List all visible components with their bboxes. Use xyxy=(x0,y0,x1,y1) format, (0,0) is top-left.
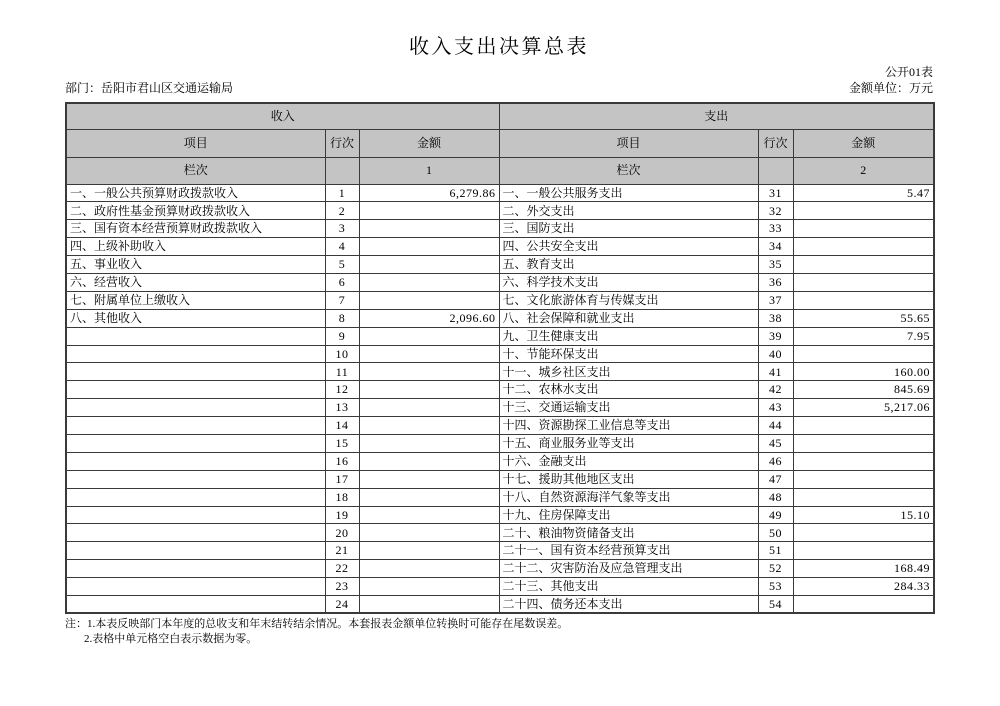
income-item-cell xyxy=(66,381,325,399)
expense-item-cell: 三、国防支出 xyxy=(499,220,758,238)
unit-label: 金额单位：万元 xyxy=(848,81,933,95)
expense-item-header: 项目 xyxy=(499,129,758,157)
table-row xyxy=(66,345,934,363)
income-item-cell xyxy=(66,470,325,488)
income-line-cell: 22 xyxy=(325,560,359,578)
table-row xyxy=(66,560,934,578)
expense-line-cell: 49 xyxy=(758,506,793,524)
income-item-cell xyxy=(66,595,325,613)
expense-item-cell: 六、科学技术支出 xyxy=(499,273,758,291)
income-item-cell xyxy=(66,488,325,506)
expense-item-cell: 十二、农林水支出 xyxy=(499,381,758,399)
income-item-cell xyxy=(66,434,325,452)
income-line-cell: 15 xyxy=(325,434,359,452)
income-item-cell xyxy=(66,560,325,578)
expense-item-cell: 七、文化旅游体育与传媒支出 xyxy=(499,291,758,309)
expense-line-cell: 44 xyxy=(758,417,793,435)
expense-item-cell: 八、社会保障和就业支出 xyxy=(499,309,758,327)
expense-amount-cell xyxy=(793,452,934,470)
income-item-cell xyxy=(66,578,325,596)
income-line-cell: 23 xyxy=(325,578,359,596)
footnote-1-text: 1.本表反映部门本年度的总收支和年末结转结余情况。本套报表金额单位转换时可能存在尾数误差。 xyxy=(87,618,569,631)
expense-amount-cell xyxy=(793,202,934,220)
income-item-header: 项目 xyxy=(66,129,325,157)
expense-line-cell: 36 xyxy=(758,273,793,291)
income-amount-cell xyxy=(359,273,499,291)
expense-amount-cell xyxy=(793,291,934,309)
income-line-cell: 24 xyxy=(325,595,359,613)
income-item-cell xyxy=(66,417,325,435)
expense-line-cell: 53 xyxy=(758,578,793,596)
income-amount-cell xyxy=(359,238,499,256)
table-row xyxy=(66,363,934,381)
income-amount-cell xyxy=(359,595,499,613)
expense-item-cell: 十三、交通运输支出 xyxy=(499,399,758,417)
income-item-cell xyxy=(66,345,325,363)
expense-line-cell: 50 xyxy=(758,524,793,542)
income-item-cell: 六、经营收入 xyxy=(66,273,325,291)
footnote-line-1 xyxy=(65,617,933,632)
expense-amount-cell xyxy=(793,434,934,452)
income-line-cell: 18 xyxy=(325,488,359,506)
table-row xyxy=(66,506,934,524)
income-line-cell: 19 xyxy=(325,506,359,524)
income-amount-header: 金额 xyxy=(359,129,499,157)
meta-row xyxy=(65,81,933,96)
income-item-cell: 二、政府性基金预算财政拨款收入 xyxy=(66,202,325,220)
table-row xyxy=(66,309,934,327)
expense-line-cell: 34 xyxy=(758,238,793,256)
expense-amount-cell xyxy=(793,417,934,435)
footnote-line-2: 2.表格中单元格空白表示数据为零。 xyxy=(84,633,258,646)
income-amount-cell xyxy=(359,417,499,435)
income-item-cell: 七、附属单位上缴收入 xyxy=(66,291,325,309)
expense-amount-cell xyxy=(793,238,934,256)
expense-line-cell: 37 xyxy=(758,291,793,309)
expense-line-cell: 35 xyxy=(758,256,793,274)
table-row xyxy=(66,434,934,452)
income-line-cell: 3 xyxy=(325,220,359,238)
income-item-cell xyxy=(66,452,325,470)
income-item-cell: 一、一般公共预算财政拨款收入 xyxy=(66,184,325,202)
expense-line-cell: 43 xyxy=(758,399,793,417)
expense-line-cell: 38 xyxy=(758,309,793,327)
income-index-value: 1 xyxy=(359,157,499,184)
income-amount-cell xyxy=(359,381,499,399)
expense-amount-cell: 5,217.06 xyxy=(793,399,934,417)
expense-amount-cell: 284.33 xyxy=(793,578,934,596)
table-row xyxy=(66,273,934,291)
income-line-cell: 12 xyxy=(325,381,359,399)
form-code-label: 公开01表 xyxy=(884,65,933,79)
income-section-header: 收入 xyxy=(66,103,499,129)
footnotes xyxy=(65,617,933,647)
expense-item-cell: 十八、自然资源海洋气象等支出 xyxy=(499,488,758,506)
income-line-cell: 5 xyxy=(325,256,359,274)
expense-item-cell: 二十四、债务还本支出 xyxy=(499,595,758,613)
expense-item-cell: 十九、住房保障支出 xyxy=(499,506,758,524)
column-index-row xyxy=(66,157,934,184)
page-title: 收入支出决算总表 xyxy=(409,36,589,58)
expense-amount-cell xyxy=(793,273,934,291)
expense-item-cell: 四、公共安全支出 xyxy=(499,238,758,256)
income-item-cell: 八、其他收入 xyxy=(66,309,325,327)
expense-item-cell: 一、一般公共服务支出 xyxy=(499,184,758,202)
income-amount-cell xyxy=(359,363,499,381)
income-line-cell: 16 xyxy=(325,452,359,470)
expense-line-cell: 42 xyxy=(758,381,793,399)
expense-line-cell: 39 xyxy=(758,327,793,345)
expense-item-cell: 十、节能环保支出 xyxy=(499,345,758,363)
table-row xyxy=(66,399,934,417)
income-amount-cell xyxy=(359,399,499,417)
table-row xyxy=(66,542,934,560)
income-amount-cell xyxy=(359,452,499,470)
expense-line-cell: 31 xyxy=(758,184,793,202)
expense-amount-cell xyxy=(793,220,934,238)
income-line-cell: 4 xyxy=(325,238,359,256)
income-line-cell: 17 xyxy=(325,470,359,488)
income-amount-cell xyxy=(359,470,499,488)
table-row xyxy=(66,291,934,309)
expense-item-cell: 二十一、国有资本经营预算支出 xyxy=(499,542,758,560)
income-item-cell xyxy=(66,542,325,560)
expense-index-empty-cell xyxy=(758,157,793,184)
expense-amount-header: 金额 xyxy=(793,129,934,157)
income-line-cell: 11 xyxy=(325,363,359,381)
income-amount-cell xyxy=(359,506,499,524)
expense-amount-cell: 168.49 xyxy=(793,560,934,578)
expense-amount-cell xyxy=(793,345,934,363)
income-amount-cell xyxy=(359,578,499,596)
table-row xyxy=(66,202,934,220)
income-amount-cell: 6,279.86 xyxy=(359,184,499,202)
expense-line-cell: 54 xyxy=(758,595,793,613)
income-line-cell: 9 xyxy=(325,327,359,345)
expense-amount-cell xyxy=(793,542,934,560)
income-amount-cell xyxy=(359,202,499,220)
expense-amount-cell: 5.47 xyxy=(793,184,934,202)
expense-line-cell: 48 xyxy=(758,488,793,506)
table-row xyxy=(66,470,934,488)
table-row xyxy=(66,256,934,274)
expense-item-cell: 十六、金融支出 xyxy=(499,452,758,470)
income-line-cell: 2 xyxy=(325,202,359,220)
income-amount-cell xyxy=(359,256,499,274)
income-amount-cell xyxy=(359,488,499,506)
expense-item-cell: 十一、城乡社区支出 xyxy=(499,363,758,381)
expense-line-cell: 32 xyxy=(758,202,793,220)
income-item-cell xyxy=(66,363,325,381)
income-amount-cell: 2,096.60 xyxy=(359,309,499,327)
department-label: 部门：岳阳市君山区交通运输局 xyxy=(65,81,234,95)
expense-line-header: 行次 xyxy=(758,129,793,157)
expense-item-cell: 十五、商业服务业等支出 xyxy=(499,434,758,452)
income-line-cell: 8 xyxy=(325,309,359,327)
expense-index-value: 2 xyxy=(793,157,934,184)
expense-amount-cell xyxy=(793,524,934,542)
expense-line-cell: 45 xyxy=(758,434,793,452)
expense-amount-cell xyxy=(793,470,934,488)
expense-item-cell: 二十、粮油物资储备支出 xyxy=(499,524,758,542)
income-amount-cell xyxy=(359,542,499,560)
expense-line-cell: 41 xyxy=(758,363,793,381)
income-line-cell: 14 xyxy=(325,417,359,435)
expense-amount-cell: 160.00 xyxy=(793,363,934,381)
income-amount-cell xyxy=(359,560,499,578)
income-item-cell xyxy=(66,524,325,542)
expense-section-header: 支出 xyxy=(499,103,934,129)
income-item-cell: 四、上级补助收入 xyxy=(66,238,325,256)
expense-amount-cell: 55.65 xyxy=(793,309,934,327)
expense-amount-cell: 845.69 xyxy=(793,381,934,399)
expense-amount-cell xyxy=(793,488,934,506)
table-row xyxy=(66,524,934,542)
income-index-label: 栏次 xyxy=(66,157,325,184)
income-line-header: 行次 xyxy=(325,129,359,157)
income-item-cell xyxy=(66,399,325,417)
income-amount-cell xyxy=(359,434,499,452)
table-row xyxy=(66,417,934,435)
table-row xyxy=(66,488,934,506)
income-line-cell: 20 xyxy=(325,524,359,542)
expense-item-cell: 二、外交支出 xyxy=(499,202,758,220)
income-amount-cell xyxy=(359,220,499,238)
income-amount-cell xyxy=(359,345,499,363)
expense-item-cell: 九、卫生健康支出 xyxy=(499,327,758,345)
income-amount-cell xyxy=(359,327,499,345)
income-line-cell: 1 xyxy=(325,184,359,202)
expense-amount-cell: 15.10 xyxy=(793,506,934,524)
expense-amount-cell xyxy=(793,256,934,274)
table-row xyxy=(66,327,934,345)
income-line-cell: 13 xyxy=(325,399,359,417)
income-line-cell: 21 xyxy=(325,542,359,560)
expense-line-cell: 40 xyxy=(758,345,793,363)
expense-line-cell: 51 xyxy=(758,542,793,560)
income-item-cell xyxy=(66,327,325,345)
table-row xyxy=(66,595,934,613)
table-row xyxy=(66,238,934,256)
income-item-cell: 三、国有资本经营预算财政拨款收入 xyxy=(66,220,325,238)
section-header-row xyxy=(66,103,934,129)
income-amount-cell xyxy=(359,524,499,542)
expense-line-cell: 47 xyxy=(758,470,793,488)
expense-amount-cell xyxy=(793,595,934,613)
income-line-cell: 10 xyxy=(325,345,359,363)
summary-table xyxy=(65,102,935,614)
expense-index-label: 栏次 xyxy=(499,157,758,184)
expense-item-cell: 五、教育支出 xyxy=(499,256,758,274)
table-row xyxy=(66,381,934,399)
expense-item-cell: 二十二、灾害防治及应急管理支出 xyxy=(499,560,758,578)
income-item-cell xyxy=(66,506,325,524)
income-amount-cell xyxy=(359,291,499,309)
expense-amount-cell: 7.95 xyxy=(793,327,934,345)
income-line-cell: 6 xyxy=(325,273,359,291)
expense-line-cell: 46 xyxy=(758,452,793,470)
expense-line-cell: 33 xyxy=(758,220,793,238)
income-item-cell: 五、事业收入 xyxy=(66,256,325,274)
table-row xyxy=(66,452,934,470)
income-line-cell: 7 xyxy=(325,291,359,309)
table-row xyxy=(66,578,934,596)
table-row xyxy=(66,184,934,202)
expense-item-cell: 十七、援助其他地区支出 xyxy=(499,470,758,488)
expense-item-cell: 二十三、其他支出 xyxy=(499,578,758,596)
expense-line-cell: 52 xyxy=(758,560,793,578)
income-index-empty-cell xyxy=(325,157,359,184)
column-header-row xyxy=(66,129,934,157)
table-row xyxy=(66,220,934,238)
footnote-prefix: 注： xyxy=(65,618,87,631)
expense-item-cell: 十四、资源勘探工业信息等支出 xyxy=(499,417,758,435)
